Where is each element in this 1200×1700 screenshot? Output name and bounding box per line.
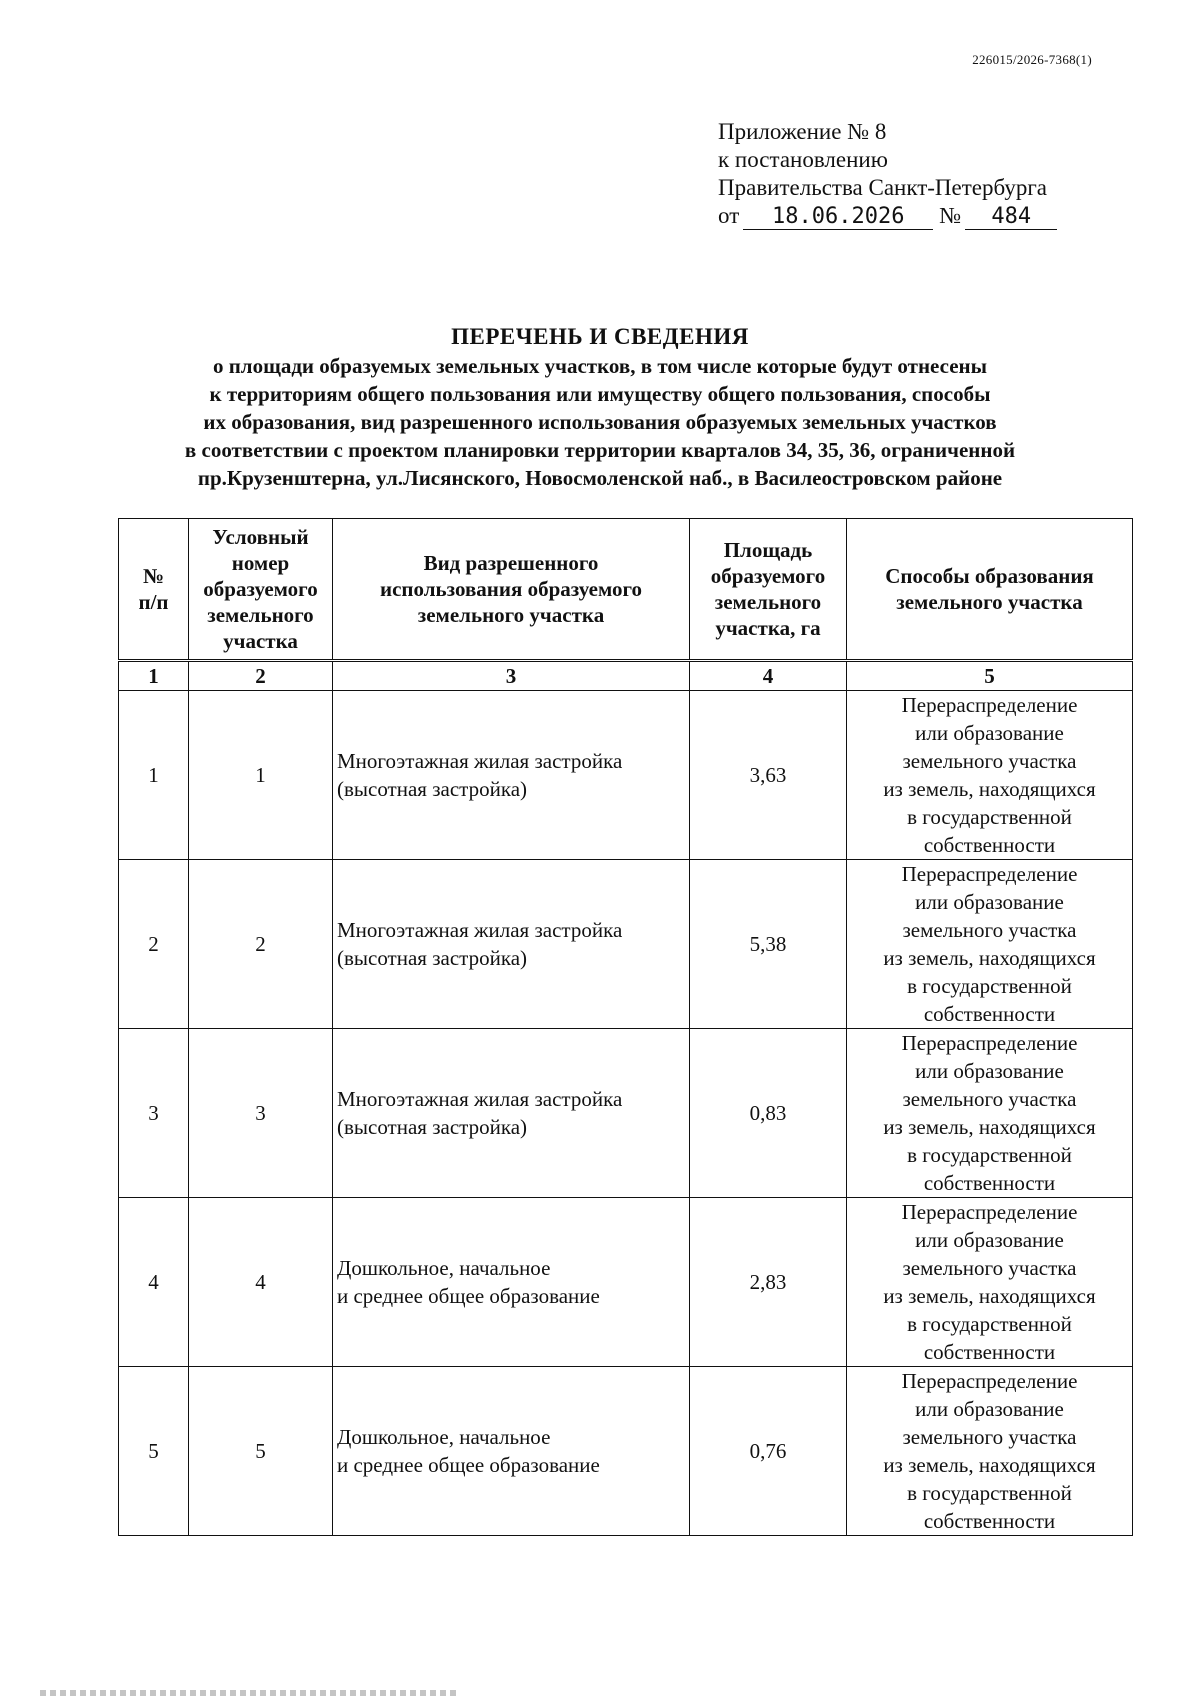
cell-plot-number: 4 xyxy=(189,1198,333,1367)
cell-permitted-use: Многоэтажная жилая застройка (высотная застройка) xyxy=(333,691,690,860)
appendix-reference xyxy=(718,202,1057,230)
subtitle-line: о площади образуемых земельных участков, в том числе которые будут отнесены xyxy=(212,354,988,378)
subtitle-line: их образования, вид разрешенного использования образуемых земельных участков xyxy=(203,410,997,434)
land-plots-table xyxy=(118,518,1133,1536)
cell-row-number: 1 xyxy=(119,691,189,860)
header-plot-number: Условный номер образуемого земельного участка xyxy=(189,519,333,661)
cell-formation-method: Перераспределение или образование земельного участка из земель, находящихся в государственной собственности xyxy=(847,691,1133,860)
subtitle-line: к территориям общего пользования или имуществу общего пользования, способы xyxy=(209,382,991,406)
table-row xyxy=(119,691,1133,860)
header-row-number: № п/п xyxy=(119,519,189,661)
cell-permitted-use: Дошкольное, начальное и среднее общее образование xyxy=(333,1198,690,1367)
cell-row-number: 5 xyxy=(119,1367,189,1536)
cell-area: 0,83 xyxy=(690,1029,847,1198)
cell-row-number: 4 xyxy=(119,1198,189,1367)
header-permitted-use: Вид разрешенного использования образуемого земельного участка xyxy=(333,519,690,661)
cell-plot-number: 3 xyxy=(189,1029,333,1198)
cell-formation-method: Перераспределение или образование земельного участка из земель, находящихся в государственной собственности xyxy=(847,1029,1133,1198)
table-header-row xyxy=(119,519,1133,661)
cell-area: 2,83 xyxy=(690,1198,847,1367)
column-number: 1 xyxy=(119,661,189,691)
document-id: 226015/2026-7368(1) xyxy=(972,52,1092,67)
cell-row-number: 2 xyxy=(119,860,189,1029)
column-number: 2 xyxy=(189,661,333,691)
cell-plot-number: 1 xyxy=(189,691,333,860)
header-formation-method: Способы образования земельного участка xyxy=(847,519,1133,661)
cell-area: 3,63 xyxy=(690,691,847,860)
column-number: 5 xyxy=(847,661,1133,691)
appendix-government: Правительства Санкт-Петербурга xyxy=(718,175,1047,200)
appendix-block xyxy=(718,118,1057,230)
cell-area: 0,76 xyxy=(690,1367,847,1536)
cell-formation-method: Перераспределение или образование земельного участка из земель, находящихся в государственной собственности xyxy=(847,860,1133,1029)
scan-artifact xyxy=(40,1690,460,1696)
date-label: от xyxy=(718,203,740,228)
resolution-date: 18.06.2026 xyxy=(743,205,933,230)
cell-permitted-use: Многоэтажная жилая застройка (высотная застройка) xyxy=(333,860,690,1029)
cell-row-number: 3 xyxy=(119,1029,189,1198)
document-heading xyxy=(0,322,1200,492)
table-row xyxy=(119,1029,1133,1198)
subtitle-line: пр.Крузенштерна, ул.Лисянского, Новосмоленской наб., в Василеостровском районе xyxy=(197,466,1003,490)
subtitle-line: в соответствии с проектом планировки территории кварталов 34, 35, 36, ограниченной xyxy=(184,438,1016,462)
number-label: № xyxy=(939,203,962,228)
table-row xyxy=(119,1198,1133,1367)
document-title: ПЕРЕЧЕНЬ И СВЕДЕНИЯ xyxy=(451,324,749,349)
cell-permitted-use: Многоэтажная жилая застройка (высотная застройка) xyxy=(333,1029,690,1198)
cell-formation-method: Перераспределение или образование земельного участка из земель, находящихся в государственной собственности xyxy=(847,1198,1133,1367)
column-number: 3 xyxy=(333,661,690,691)
resolution-number: 484 xyxy=(965,205,1057,230)
column-number: 4 xyxy=(690,661,847,691)
cell-area: 5,38 xyxy=(690,860,847,1029)
cell-formation-method: Перераспределение или образование земельного участка из земель, находящихся в государственной собственности xyxy=(847,1367,1133,1536)
appendix-number: Приложение № 8 xyxy=(718,119,887,144)
table-row xyxy=(119,860,1133,1029)
cell-permitted-use: Дошкольное, начальное и среднее общее образование xyxy=(333,1367,690,1536)
cell-plot-number: 2 xyxy=(189,860,333,1029)
cell-plot-number: 5 xyxy=(189,1367,333,1536)
appendix-to-resolution: к постановлению xyxy=(718,147,888,172)
column-number-row xyxy=(119,661,1133,691)
table-row xyxy=(119,1367,1133,1536)
header-area: Площадь образуемого земельного участка, га xyxy=(690,519,847,661)
